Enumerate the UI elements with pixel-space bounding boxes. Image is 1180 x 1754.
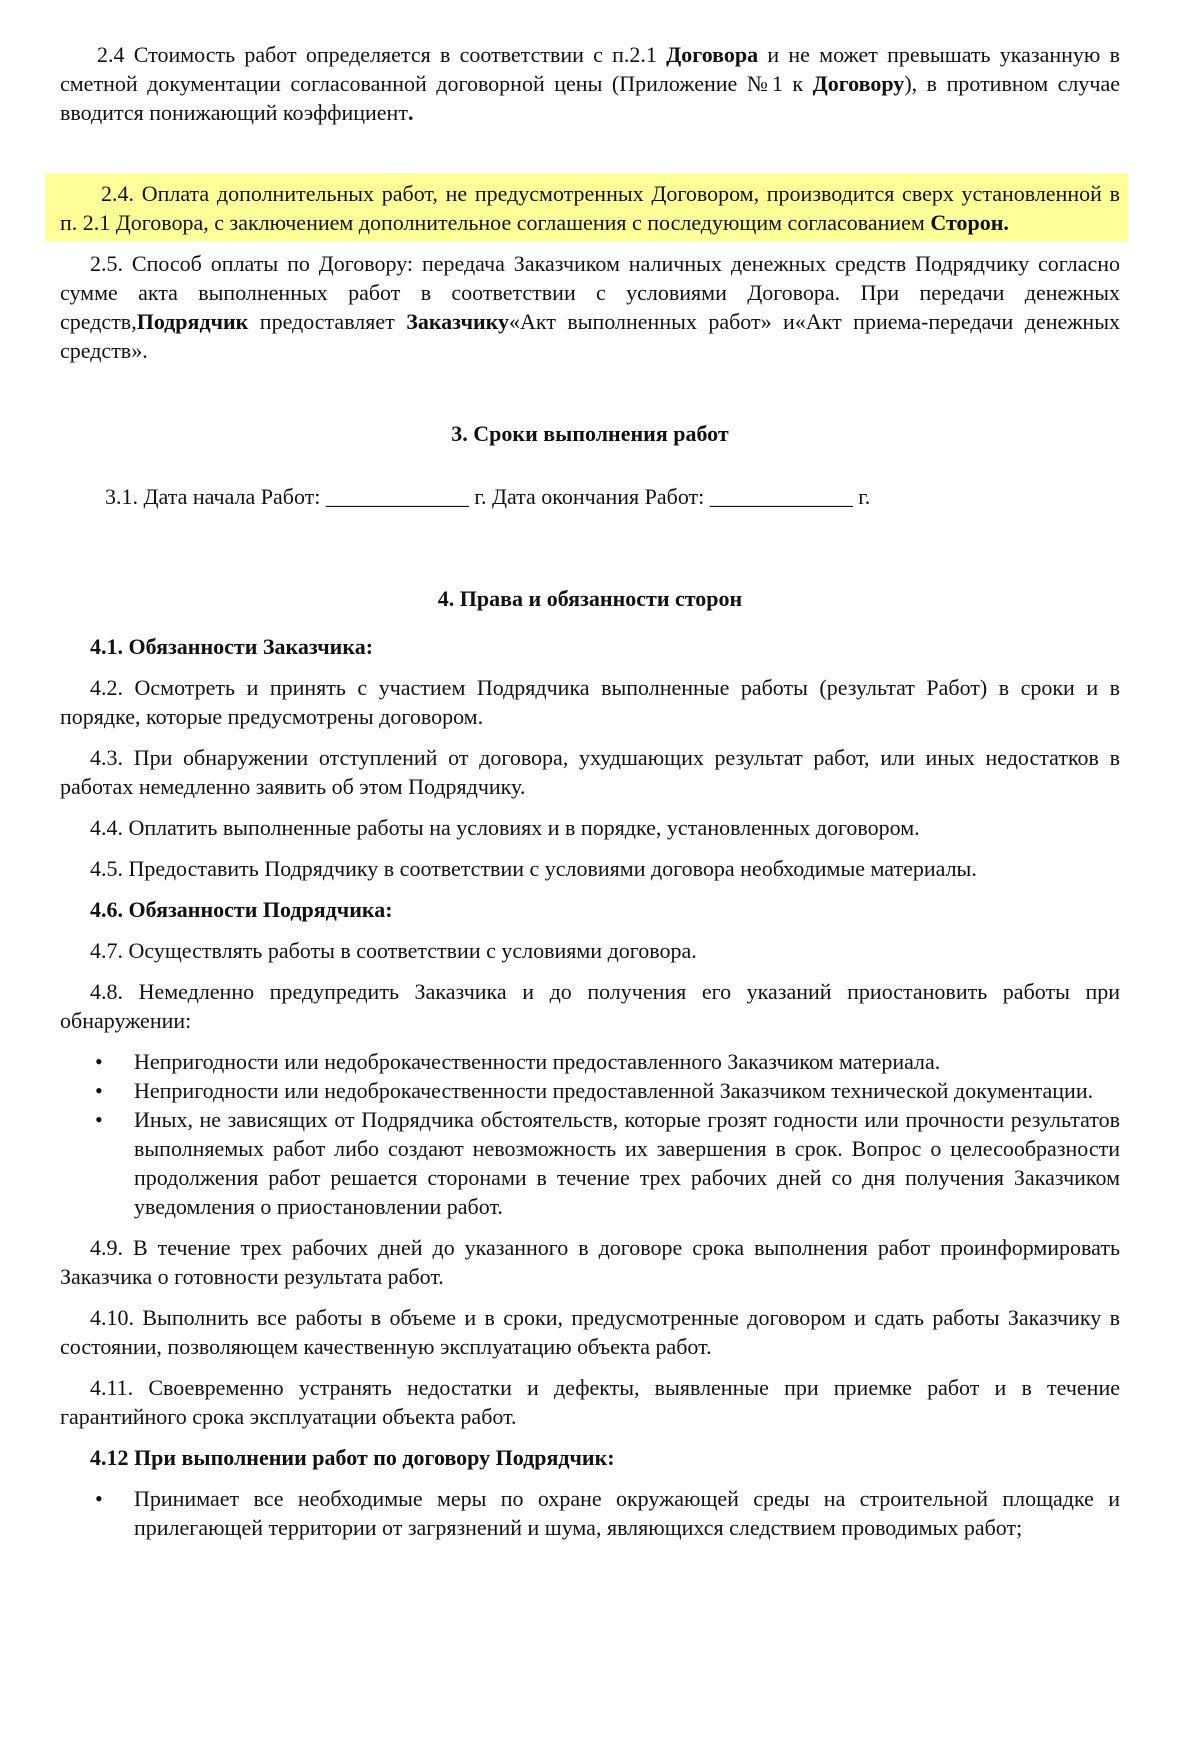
paragraph-3-1-dates: 3.1. Дата начала Работ: _____________ г. Дата окончания Работ: _____________ г. <box>105 484 871 509</box>
list-item: • Непригодности или недоброкачественности предоставленной Заказчиком технической документации. <box>95 1078 1094 1103</box>
paragraph-4-3: 4.3. При обнаружении отступлений от договора, ухудшающих результат работ, или иных недостатков в работах немедленно заявить об этом Подрядчику. <box>60 745 1120 799</box>
list-item: • Непригодности или недоброкачественности предоставленного Заказчиком материала. <box>95 1049 941 1074</box>
list-item: • Иных, не зависящих от Подрядчика обстоятельств, которые грозят годности или прочности результатов выполняемых работ либо создают невозможность их завершения в срок. Вопрос о целесообразности продолжения работ решается сторонами в течение трех рабочих дней со дня получения Заказчиком уведомления о приостановлении работ. <box>95 1107 1120 1219</box>
paragraph-4-4: 4.4. Оплатить выполненные работы на условиях и в порядке, установленных договором. <box>90 815 920 840</box>
paragraph-4-12-heading: 4.12 При выполнении работ по договору Подрядчик: <box>90 1445 615 1470</box>
paragraph-4-10: 4.10. Выполнить все работы в объеме и в сроки, предусмотренные договором и сдать работы Заказчику в состоянии, позволяющем качественную эксплуатацию объекта работ. <box>60 1305 1120 1359</box>
section-4-title: 4. Права и обязанности сторон <box>437 586 743 611</box>
paragraph-4-9: 4.9. В течение трех рабочих дней до указанного в договоре срока выполнения работ проинформировать Заказчика о готовности результата работ. <box>60 1235 1120 1289</box>
paragraph-4-2: 4.2. Осмотреть и принять с участием Подрядчика выполненные работы (результат Работ) в сроки и в порядке, которые предусмотрены договором. <box>60 675 1120 729</box>
paragraph-4-7: 4.7. Осуществлять работы в соответствии с условиями договора. <box>90 938 697 963</box>
paragraph-2-4-additional-payment-highlighted: 2.4. Оплата дополнительных работ, не предусмотренных Договором, производится сверх установленной в п. 2.1 Договора, с заключением дополнительное соглашения с последующим согласованием Сторон. <box>45 173 1128 241</box>
bullet-icon: • <box>95 1049 103 1074</box>
paragraph-2-4-cost: 2.4 Стоимость работ определяется в соответствии с п.2.1 Договора и не может превышать указанную в сметной документации согласованной договорной цены (Приложение №1 к Договору), в противном случае вводится понижающий коэффициент. <box>60 42 1120 125</box>
bullet-icon: • <box>95 1107 103 1132</box>
section-3-title: 3. Сроки выполнения работ <box>451 421 729 446</box>
bullet-icon: • <box>95 1486 103 1511</box>
paragraph-2-5-payment-method: 2.5. Способ оплаты по Договору: передача Заказчиком наличных денежных средств Подрядчику согласно сумме акта выполненных работ в соответствии с условиями Договора. При передачи денежных средств,Подрядчик предоставляет Заказчику«Акт выполненных работ» и«Акт приема-передачи денежных средств». <box>60 251 1120 363</box>
paragraph-4-8: 4.8. Немедленно предупредить Заказчика и до получения его указаний приостановить работы при обнаружении: <box>60 979 1120 1033</box>
paragraph-4-6-contractor-duties-heading: 4.6. Обязанности Подрядчика: <box>90 897 393 922</box>
bullet-icon: • <box>95 1078 103 1103</box>
bullet-list-4-12 <box>60 1484 1120 1542</box>
list-item: • Принимает все необходимые меры по охране окружающей среды на строительной площадке и прилегающей территории от загрязнений и шума, являющихся следствием проводимых работ; <box>95 1486 1120 1540</box>
paragraph-4-1-customer-duties-heading: 4.1. Обязанности Заказчика: <box>90 634 374 659</box>
paragraph-4-11: 4.11. Своевременно устранять недостатки и дефекты, выявленные при приемке работ и в течение гарантийного срока эксплуатации объекта работ. <box>60 1375 1120 1429</box>
bullet-list-4-8 <box>60 1047 1120 1221</box>
paragraph-4-5: 4.5. Предоставить Подрядчику в соответствии с условиями договора необходимые материалы. <box>90 856 977 881</box>
